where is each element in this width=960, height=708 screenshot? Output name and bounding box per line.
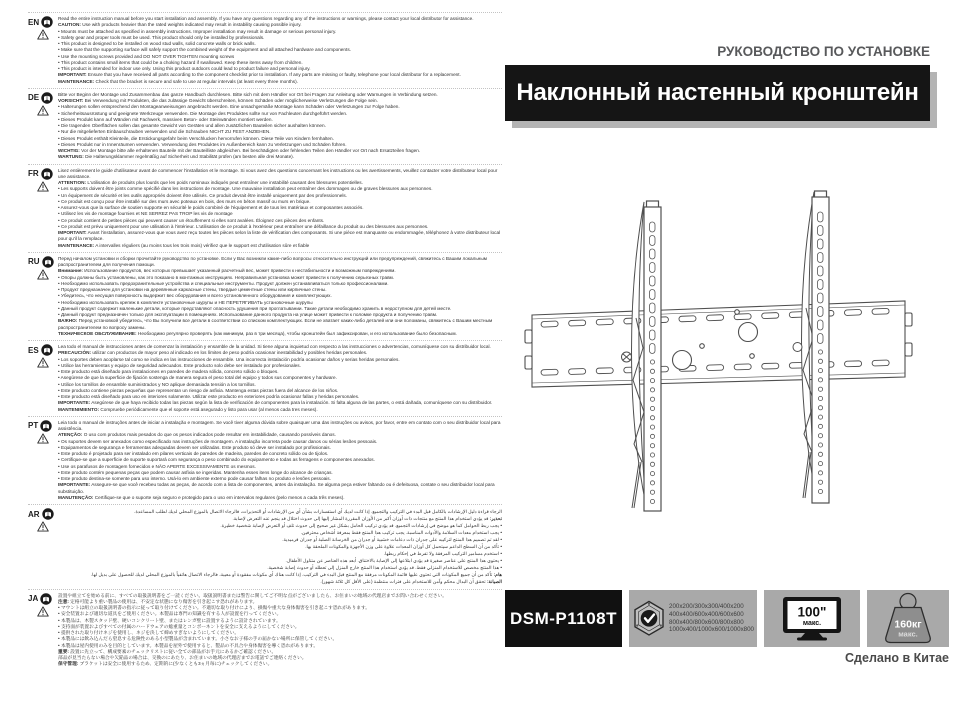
language-label: [28, 256, 58, 337]
read-manual-icon: [41, 92, 53, 104]
read-manual-icon: [40, 420, 52, 432]
instruction-line: • Убедитесь, что несущая поверхность выдержит вес оборудования и всего установленного оборудования и комплектующих.: [58, 293, 332, 299]
instruction-line: • 本製品には飲み込んだら窒息する危険性のある小型製品が含まれています。小さなお子様の手の届かない場所に保管してください。: [58, 636, 338, 642]
instruction-line: 保守管理: ブラケットは安全に使用するため、定期的に(少なくとも3ヵ月毎に)チェックしてください。: [58, 661, 273, 667]
lang-code: FR: [28, 169, 39, 178]
instruction-line: • Utilice los tornillos de ensamble suministrados y NO aplique demasiada tensión a los tornillos.: [58, 381, 256, 387]
instruction-line: IMPORTANTE: Asegúrese de que haya recibido todas las piezas según la lista de verificación de componentes para la instalación. Si falta alguna de las partes, o está dañada, comuníquese con su distribuidor.: [58, 400, 493, 406]
instruction-line: • Продукт предназначен для установки на деревянные каркасные стены, твердые цементные стены или кирпичные стены.: [58, 287, 327, 292]
instruction-line: • Dieses Produkt kann auf Wänden mit Fachwerk, massiven Beton- oder Steinwänden montiert werden.: [58, 116, 273, 122]
read-manual-icon: [41, 16, 53, 28]
warning-icon: [37, 606, 49, 617]
instruction-line: • Este produto destina-se somente para uso interno. Usá-lo em ambiente externo pode causar falhas no produto e lesões pessoais.: [58, 476, 331, 481]
instruction-line: • Die tragenden Oberflächen sollen das gesamte Gewicht von Geräten und allen zusätzlichen Bauteilen sicher aushalten können.: [58, 123, 326, 128]
instruction-line: Внимание: Использование продуктов, вес которых превышает указанный расчетный вес, может привести к нестабильности и возможным повреждениям.: [58, 268, 396, 274]
instruction-line: • Ce produit est conçu pour être installé sur des murs avec poteaux en bois, des murs en béton massif ou murs en brique.: [58, 198, 311, 204]
instruction-line: • تأكد من أن السطح الداعم سيتحمل كل أوزان المعدات علاوة على وزن الأجهزة والمكونات الملحقة بها.: [305, 544, 502, 550]
instruction-line: • 本製品は、木製スタッド壁、硬いコンクリート壁、またはレンガ壁に設置するように設計されています。: [58, 617, 281, 623]
language-section: [28, 252, 502, 340]
max-weight-box: [867, 590, 949, 647]
read-manual-icon: [41, 344, 53, 356]
read-manual-icon: [42, 508, 54, 520]
vesa-patterns: [669, 603, 754, 635]
instruction-line: الرجاء قراءة دليل الإرشادات بالكامل قبل البدء في التركيب والتجميع. إذا كانت لديك أي استفسارات بشأن أي من الإرشادات أو التحذيرات، فالرجاء الاتصال بالموزع المحلي لديك لطلب المساعدة.: [134, 509, 502, 514]
language-section: [28, 416, 502, 504]
lang-code: RU: [28, 257, 40, 267]
instruction-line: • Sicherheitsausrüstung und geeignete Werkzeuge verwenden. Die Montage des Produktes sollte nur von Fachleuten durchgeführt werden.: [58, 110, 348, 116]
instruction-line: • Dieses Produkt enthält Kleinteile, die Erstickungsgefahr beim Verschlucken hervorrufen können. Diese Teile von Kindern fernhalten.: [58, 135, 334, 141]
language-sections: [28, 12, 502, 671]
section-body: [58, 420, 502, 501]
instruction-line: • Este produto contém pequenas peças que podem causar asfixia se ingeridas. Mantenha esses itens longe do alcance de crianças.: [58, 469, 333, 475]
instruction-line: • Les supports doivent être joints comme spécifié dans les instructions de montage. Une mauvaise installation peut entraîner des dommages ou de graves blessures aux personnes.: [58, 186, 433, 192]
instruction-line: MAINTENANCE: A intervalles réguliers (au moins tous les trois mois) vérifiez que le support est d'utilisation sûre et fiable: [58, 242, 310, 248]
instruction-line: • Данный продукт предназначен только для эксплуатации в помещениях. Использование данного продукта на улице может привести к поломке продукта и получению травм.: [58, 312, 438, 317]
instruction-line: • Este produto é projetado para ser instalado em pilares verticais de paredes de madeira, paredes de concreto sólido ou de tijolos.: [58, 451, 329, 456]
weight-icon: [877, 592, 939, 646]
instruction-line: WICHTIG: Vor der Montage bitte alle erhaltenen Bauteile mit der Bauteilliste abgleichen. Bei beschädigten oder fehlenden Teilen den Händler vor Ort nach Ersatzteilen fragen.: [58, 148, 421, 153]
instruction-line: 重要: 設置に先立って、構成要素のチェックリストに従い全ての部品がお手元にあるかご確認ください。: [58, 648, 277, 654]
max-screen-box: [764, 590, 860, 647]
instruction-line: WARTUNG: Die Halterungsklammer regelmäßig auf Sicherheit und Stabilität prüfen (am besten alle drei Monate).: [58, 154, 295, 160]
warning-icon: [37, 269, 49, 280]
instruction-line: • Este producto está diseñado para uso en interiores solamente. Utilizar este producto en exteriores podría ocasionar fallas y heridas personales.: [58, 394, 360, 399]
instruction-line: MANTENIMIENTO: Compruebe periódicamente que el soporte está asegurado y listo para usar (al menos cada tres meses).: [58, 406, 318, 412]
section-body: [58, 92, 502, 161]
instruction-line: • 本製品は屋内使用のみを目的としています。本製品を屋外で使用すると、製品の不具合や身体傷害を導く恐れがあります。: [58, 642, 319, 648]
read-manual-icon: [40, 593, 52, 605]
instruction-line: • Use the mounting screws provided and DO NOT OVER TIGHTEN mounting screws: [58, 53, 235, 59]
instruction-line: • Asegúrese de que la superficie de fijación sostenga de manera segura el peso total del equipo y todos sus componentes y hardware.: [58, 375, 337, 381]
instruction-line: • マウントは組立の取扱説明書の指示に従って取り付けてください。不適切な取り付けにより、損傷や重大な身体傷害を引き起こす恐れがあります。: [58, 605, 370, 611]
instruction-line: • Ce produit contient de petites pièces qui peuvent causer un étouffement si elles sont avalées. Éloignez ces pièces des enfants.: [58, 217, 325, 223]
instruction-line: Lea todo el manual de instrucciones antes de comenzar la instalación y ensamble de la unidad. Si tiene alguna inquietud con respecto a las instrucciones o advertencias, comuníquese con su distribuidor local.: [58, 344, 491, 349]
instruction-line: • هذا المنتج مخصص للاستخدام المنزلي فقط. قد يؤدي استخدام هذا المنتج خارج المنزل إلى تعطله أو حدوث إصابة شخصية.: [267, 565, 502, 571]
instruction-line: • Os suportes devem ser anexados como especificado nas instruções de montagem. A instalação incorreta pode causar danos ou sérias lesões pessoais.: [58, 438, 378, 444]
warning-icon: [37, 105, 49, 116]
instruction-line: • This product is intended for indoor use only. Using this product outdoors could lead to product failure and personal injury.: [58, 66, 311, 71]
section-body: [58, 16, 502, 85]
instruction-line: • لقد تم تصميم هذا المنتج لتركيبه على جدران ذات دعامات خشبية أو جدران من الخرسانة الصلبة أو جدران قرميدية.: [282, 537, 502, 543]
lang-code: PT: [28, 421, 39, 431]
instruction-line: • Safety gear and proper tools must be used. This product should only be installed by professionals.: [58, 34, 265, 40]
language-section: [28, 504, 502, 589]
instruction-line: • Un équipement de sécurité et les outils appropriés doivent être utilisés. Ce produit devrait être installé uniquement par des professionnels.: [58, 192, 348, 198]
section-body: [58, 593, 502, 668]
instruction-line: Перед началом установки и сборки прочитайте руководство по установке. Если у Вас возникли какие-либо вопросы относительно инструкций или предупреждений, свяжитесь с Вашим локальным распространителем для получения помощи.: [58, 255, 487, 267]
instruction-line: تحذير: قد يؤدي استخدام هذا المنتج مع منتجات ذات أوزان أكبر من الأوزان المقررة المشار إليها إلى حدوث اختلال قد ينجم عنه التعرض لإصابة.: [232, 516, 502, 522]
instruction-line: IMPORTANT: Ensure that you have received all parts according to the component checklist prior to installation. If any parts are missing or faulty, telephone your local distributor for a replacement.: [58, 72, 461, 78]
instruction-line: • Make sure that the supporting surface will safely support the combined weight of the equipment and all attached hardware and components.: [58, 47, 351, 53]
spec-row: [505, 590, 949, 647]
warning-icon: [37, 29, 49, 40]
manual-subtitle: РУКОВОДСТВО ПО УСТАНОВКЕ: [717, 44, 930, 59]
language-label: [28, 508, 58, 586]
instruction-line: Read the entire instruction manual before you start installation and assembly. If you have any questions regarding any of the instructions or warnings, please contact your local distributor for assistance.: [58, 16, 474, 21]
instruction-line: ATTENTION: L'utilisation de produits plus lourds que les poids nominaux indiqués peut entraîner une instabilité causant des blessures potentielles.: [58, 180, 363, 185]
tv-size-icon: [781, 596, 843, 642]
instruction-line: • يجب استخدام معدات السلامة والأدوات المناسبة. يجب تركيب هذا المنتج فقط بمعرفة أشخاص محترفين.: [300, 530, 502, 536]
instruction-line: • Ce produit est prévu uniquement pour une utilisation à l'intérieur. L'utilisation de ce produit à l'extérieur peut entraîner une défaillance du produit ou des blessures aux personnes.: [58, 223, 429, 229]
section-body: [58, 256, 502, 337]
vesa-line: 200x200/300x300/400x200: [669, 602, 744, 610]
instruction-line: • Необходимо использовать предохранительные устройства и специальные инструменты. Продукт должен устанавливаться только профессионалами.: [58, 280, 389, 286]
instruction-line: CAUTION: Use with products heavier than the rated weights indicated may result in instability causing possible injury.: [58, 22, 302, 28]
model-number: DSM-P1108T: [509, 608, 618, 628]
vesa-badge-icon: [632, 600, 666, 638]
instruction-line: • Nur die mitgelieferten Einbauschrauben verwenden und die Schrauben NICHT ZU FEST ANZIEHEN.: [58, 129, 271, 135]
instruction-line: PRECAUCIÓN: utilizar con productos de mayor peso al indicado en los límites de peso podría ocasionar inestabilidad y posibles heridas personales.: [58, 350, 368, 356]
warning-icon: [37, 181, 49, 192]
lang-code: EN: [28, 17, 40, 27]
language-label: [28, 593, 58, 668]
read-manual-icon: [42, 256, 54, 268]
lang-code: JA: [28, 594, 39, 604]
section-body: [58, 508, 502, 586]
instruction-line: • This product is designed to be installed on wood stud walls, solid concrete walls or brick walls.: [58, 41, 256, 46]
instruction-line: ВАЖНО: Перед установкой убедитесь, что Вы получили все детали в соответствии со списком комплектующих. Если не хватает каких-либо деталей или они поломаны, свяжитесь с Вашим местным распространителем по вопросу замены.: [58, 318, 493, 330]
language-section: [28, 12, 502, 88]
instruction-line: IMPORTANTE: Assegure-se que você recebeu todas as peças, de acordo com a lista de componentes, antes da instalação. Se alguma peça estiver faltando ou é defeituosa, contate o seu distribuidor local para substituição.: [58, 482, 495, 494]
bracket-technical-drawing: [505, 150, 945, 580]
vesa-line: 1000x400/1000x600/1000x800: [669, 626, 754, 634]
lang-code: DE: [28, 93, 40, 103]
product-title-banner: [505, 65, 930, 121]
instruction-line: • Use os parafusos de montagem fornecidos e NÃO APERTE EXCESSIVAMENTE os mesmos.: [58, 463, 256, 469]
instruction-line: • Utilice las herramientas y equipo de seguridad adecuados. Este producto solo debe ser instalado por profesionales.: [58, 362, 301, 368]
warning-icon: [37, 357, 49, 368]
instruction-line: • Assurez-vous que la surface de soutien supporte en sécurité le poids combiné de l'équipement et de tous les matériaux et composantes associés.: [58, 205, 364, 210]
max-screen-label: макс.: [802, 619, 822, 627]
vesa-box: [629, 590, 757, 647]
read-manual-icon: [41, 168, 53, 180]
instruction-line: • Los soportes deben acoplarse tal como se indica en las instrucciones de ensamble. Una incorrecta instalación podría ocasionar daños y serias heridas personales.: [58, 356, 400, 362]
lang-code: AR: [28, 509, 40, 519]
instruction-line: ТЕХНИЧЕСКОЕ ОБСЛУЖИВАНИЕ: Необходимо регулярно проверять (как минимум, раз в три месяца), чтобы кронштейн был зафиксирован, и его использование было безопасным.: [58, 330, 457, 336]
instruction-line: 設置や組立てを始める前に、すべての取扱説明書をご一読ください。取扱説明書または警告に関してご不明な点がございましたら、お住まいの地域の代理店までお問い合わせください。: [58, 592, 447, 598]
vesa-line: 400x400/600x400/600x600: [669, 610, 744, 618]
instruction-line: • Необходимо использовать крепеж в комплекте установочные шурупы и НЕ ПЕРЕТЯГИВАТЬ установочные шурупы: [58, 299, 313, 305]
instruction-line: • يجب ربط الحوامل كما هو موضح في إرشادات التجميع. قد يؤدي تركيب الحامل بشكل غير صحيح إلى حدوث تلف أو التعرض لإصابة شخصية خطيرة.: [220, 523, 502, 529]
language-label: [28, 344, 58, 413]
made-in-label: Сделано в Китае: [845, 651, 949, 665]
language-label: [28, 92, 58, 161]
max-screen-size: 100": [797, 604, 827, 619]
instruction-line: IMPORTANT: Avant l'installation, assurez-vous que vous avez reçu toutes les pièces selon la liste de vérification des composants. Si une pièce est manquante ou endommagée, téléphonez à votre distributeur local pour qu'il la remplace.: [58, 230, 501, 242]
instruction-line: 注意: 定格可能より重い製品の使用は、不安定な状態になり傷害を引き起こす恐れがあります。: [58, 598, 258, 604]
language-label: [28, 16, 58, 85]
language-label: [28, 168, 58, 249]
max-weight-label: макс.: [898, 629, 918, 638]
instruction-line: ATENÇÃO: O uso com produtos mais pesados do que os pesos indicados pode resultar em instabilidade, causando possíveis danos.: [58, 432, 336, 438]
instruction-line: Leia todo o manual de instruções antes de iniciar a instalação e montagem. Se você tiver alguma dúvida sobre quaisquer uma das instruções ou avisos, por favor, entre em contato com o seu distribuidor local para assistência.: [58, 419, 501, 431]
instruction-line: Lisez entièrement le guide d'utilisateur avant de commencer l'installation et le montage. Si vous avez des questions concernant les instructions ou les avertissements, veuillez contacter votre distributeur local pour une assistance.: [58, 167, 498, 179]
instruction-line: هام: تأكد من أن جميع المكونات التي تحتوي عليها قائمة المكونات مرفقة مع المنتج قبل البدء في التركيب. إذا كانت هناك أي مكونات مفقودة أو معيبة، فالرجاء الاتصال هاتفياً بالموزع المحلي لديك للحصول على بديل لها.: [90, 572, 502, 578]
vesa-line: 800x400/800x600/800x800: [669, 618, 744, 626]
instruction-line: • Certifique-se que a superfície de suporte suportará com segurança o peso combinado do equipamento e todas as ferragens e componentes anexados.: [58, 457, 375, 463]
language-section: [28, 340, 502, 416]
instruction-line: MANUTENÇÃO: Certifique-se que o suporte seja seguro e protegido para o uso em intervalos regulares (pelo menos a cada três meses).: [58, 494, 345, 500]
instruction-line: • Este producto está diseñado para instalaciones en paredes de madera sólida, concreto sólido o bloques.: [58, 369, 279, 374]
section-body: [58, 168, 502, 249]
language-section: [28, 164, 502, 252]
language-section: [28, 88, 502, 164]
max-weight-value: 160кг: [894, 618, 922, 630]
section-body: [58, 344, 502, 413]
lang-code: ES: [28, 345, 39, 355]
instruction-line: VORSICHT: Bei Verwendung mit Produkten, die das zulässige Gewicht überschreiten, können Schäden oder möglicherweise Verletzungen die Folge sein.: [58, 98, 378, 103]
instruction-line: MAINTENANCE: Check that the bracket is secure and safe to use at regular intervals (at least every three months).: [58, 78, 298, 84]
instruction-line: • 提供された取り付けネジを使用し、ネジを決して締めすぎないようにしてください。: [58, 630, 240, 636]
instruction-line: • Mounts must be attached as specified in assembly instructions. Improper installation may result in damage or serious personal injury.: [58, 28, 337, 34]
language-section: [28, 589, 502, 671]
instruction-line: • Dieses Produkt nur in Innenräumen verwenden. Verwendung des Produktes im Außenbereich kann zu Verletzungen und Schäden führen.: [58, 141, 347, 147]
instruction-line: • 支持面が装置およびすべての付属のハードウェアの総重量とコンポーネントを安全に支えるようにしてください。: [58, 623, 300, 629]
instruction-line: • 安全装置および適切な道具をご使用ください。本製品は専門の知識を有する人が設置を行ってください。: [58, 611, 282, 617]
warning-icon: [37, 433, 49, 444]
instruction-line: • استخدم مسامير التركيب المرفقة ولا تفرط في إحكام ربطها.: [383, 551, 502, 557]
instruction-line: • This product contains small items that could be a choking hazard if swallowed. Keep these items away from children.: [58, 59, 303, 65]
instruction-line: الصيانة: تحقق أن البدال محكم وآمن للاستخدام على فترات منتظمة (على الأقل كل ثلاثة شهور).: [320, 579, 502, 585]
product-title: Наклонный настенный кронштейн: [516, 79, 919, 106]
instruction-line: Bitte vor Beginn der Montage und Zusammenbau das ganze Handbuch durchlesen. Bitte sich mit dem Händler vor Ort bei Fragen zur Anleitung oder Warnungen in Verbindung setzen.: [58, 91, 438, 97]
instruction-line: • Utilisez les vis de montage fournies et NE SERREZ PAS TROP les vis de montage: [58, 211, 233, 217]
instruction-line: • Equipamentos de segurança e ferramentas adequadas devem ser utilizadas. Este produto só deve ser instalado por profissionais.: [58, 444, 331, 450]
language-label: [28, 420, 58, 501]
instruction-line: • Este producto contiene piezas pequeñas que representan un riesgo de asfixia. Mantenga estas piezas fuera del alcance de los niños.: [58, 387, 339, 393]
instruction-line: • Опоры должны быть установлены, как это показано в монтажных инструкциях. Неправильная установка может привести к получению серьезных травм.: [58, 274, 395, 280]
instruction-line: 部品が見当たらない場合や欠陥品の場合は、交換のにあたり、お住まいの地域の代理店までお電話でご連絡ください。: [58, 655, 307, 661]
warning-icon: [37, 521, 49, 532]
instruction-line: • يحتوي هذا المنتج على عناصر صغيرة قد يؤدي ابتلاعها إلى الإصابة بالاختناق. أبعد هذه العناصر عن متناول الأطفال.: [285, 558, 502, 564]
model-number-box: [505, 590, 622, 647]
instruction-line: • Данный продукт содержит маленькие детали, которые представляют опасность удушения при проглатывании. Такие детали необходимо хранить в недоступном для детей месте.: [58, 305, 452, 311]
instruction-line: • Halterungen sollen entsprechend den Montageanweisungen angebracht werden. Eine unsachgemäße Montage kann Schäden oder Verletzungen zur Folge haben.: [58, 104, 400, 110]
